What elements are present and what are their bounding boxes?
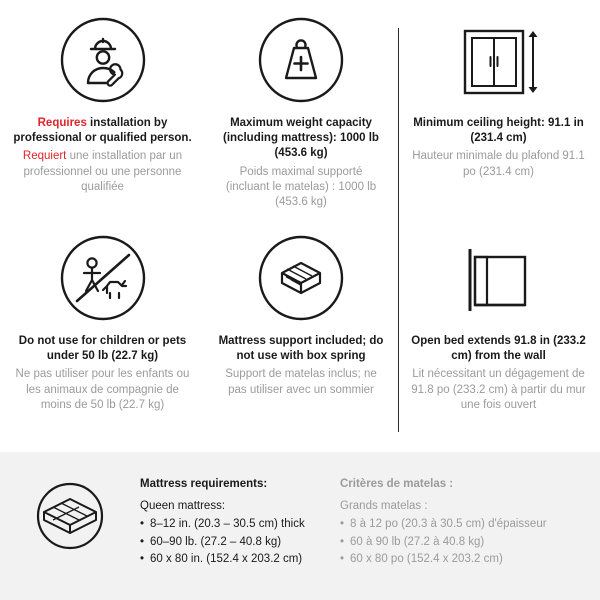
feature-text-fr: Lit nécessitant un dégagement de 91.8 po (233.2 cm) à partir du mur une fois ouvert <box>411 368 586 411</box>
feature-text-en: Open bed extends 91.8 in (233.2 cm) from the wall <box>411 335 586 363</box>
feature-no-children-pets <box>0 218 205 436</box>
feature-mattress-support <box>205 218 397 436</box>
feature-installation <box>0 0 205 218</box>
mattress-requirements-title-en: Mattress requirements: <box>140 478 268 490</box>
mattress-requirements-title-fr: Critères de matelas : <box>340 478 454 490</box>
feature-text <box>217 116 385 210</box>
mattress-requirements-en <box>140 452 340 568</box>
feature-text-fr: Poids maximal supporté (incluant le matelas) : 1000 lb (453.6 kg) <box>225 165 377 208</box>
open-bed-clearance-icon <box>453 232 545 324</box>
mattress-circle-icon <box>0 452 140 558</box>
cabinet-height-arrow-icon <box>453 14 545 106</box>
mattress-requirements-fr <box>340 452 590 568</box>
list-item: • 60 x 80 in. (152.4 x 203.2 cm) <box>140 551 340 568</box>
feature-text-fr: Hauteur minimale du plafond 91.1 po (231.4 cm) <box>412 150 585 178</box>
feature-open-bed-clearance <box>397 218 600 436</box>
feature-text-en: Mattress support included; do not use with box spring <box>218 335 384 363</box>
feature-text-fr: Ne pas utiliser pour les enfants ou les animaux de compagnie de moins de 50 lb (22.7 kg) <box>15 368 190 411</box>
list-item: • 8–12 in. (20.3 – 30.5 cm) thick <box>140 516 340 533</box>
no-children-pets-circle-icon <box>60 232 146 324</box>
mattress-support-circle-icon <box>258 232 344 324</box>
feature-text-fr: Support de matelas inclus; ne pas utiliser avec un sommier <box>225 368 377 396</box>
feature-ceiling-height <box>397 0 600 218</box>
mattress-requirements-subtitle-fr: Grands matelas : <box>340 500 428 512</box>
feature-text-en: Do not use for children or pets under 50 lb (22.7 kg) <box>18 335 187 363</box>
feature-text <box>217 334 385 398</box>
list-item: • 8 à 12 po (20.3 à 30.5 cm) d'épaisseur <box>340 516 590 533</box>
list-item: • 60 x 80 po (152.4 x 203.2 cm) <box>340 551 590 568</box>
feature-text-en: Minimum ceiling height: 91.1 in (231.4 cm) <box>413 117 584 145</box>
feature-text-en: Requires installation by professional or qualified person. <box>13 117 192 145</box>
feature-text <box>409 116 588 180</box>
list-item: • 60 à 90 lb (27.2 à 40.8 kg) <box>340 534 590 551</box>
feature-text-en: Maximum weight capacity (including mattress): 1000 lb (453.6 kg) <box>223 117 379 160</box>
feature-text-fr: Requiert une installation par un professionnel ou une personne qualifiée <box>22 150 183 193</box>
mattress-requirements-list-fr <box>340 516 590 568</box>
list-item: • 60–90 lb. (27.2 – 40.8 kg) <box>140 534 340 551</box>
weight-plus-circle-icon <box>258 14 344 106</box>
worker-helmet-wrench-circle-icon <box>60 14 146 106</box>
mattress-requirements-list-en <box>140 516 340 568</box>
feature-text <box>12 116 193 195</box>
mattress-requirements-subtitle-en: Queen mattress: <box>140 500 226 512</box>
feature-text <box>409 334 588 413</box>
mattress-requirements-panel <box>0 452 600 600</box>
feature-text <box>12 334 193 413</box>
feature-weight-capacity <box>205 0 397 218</box>
